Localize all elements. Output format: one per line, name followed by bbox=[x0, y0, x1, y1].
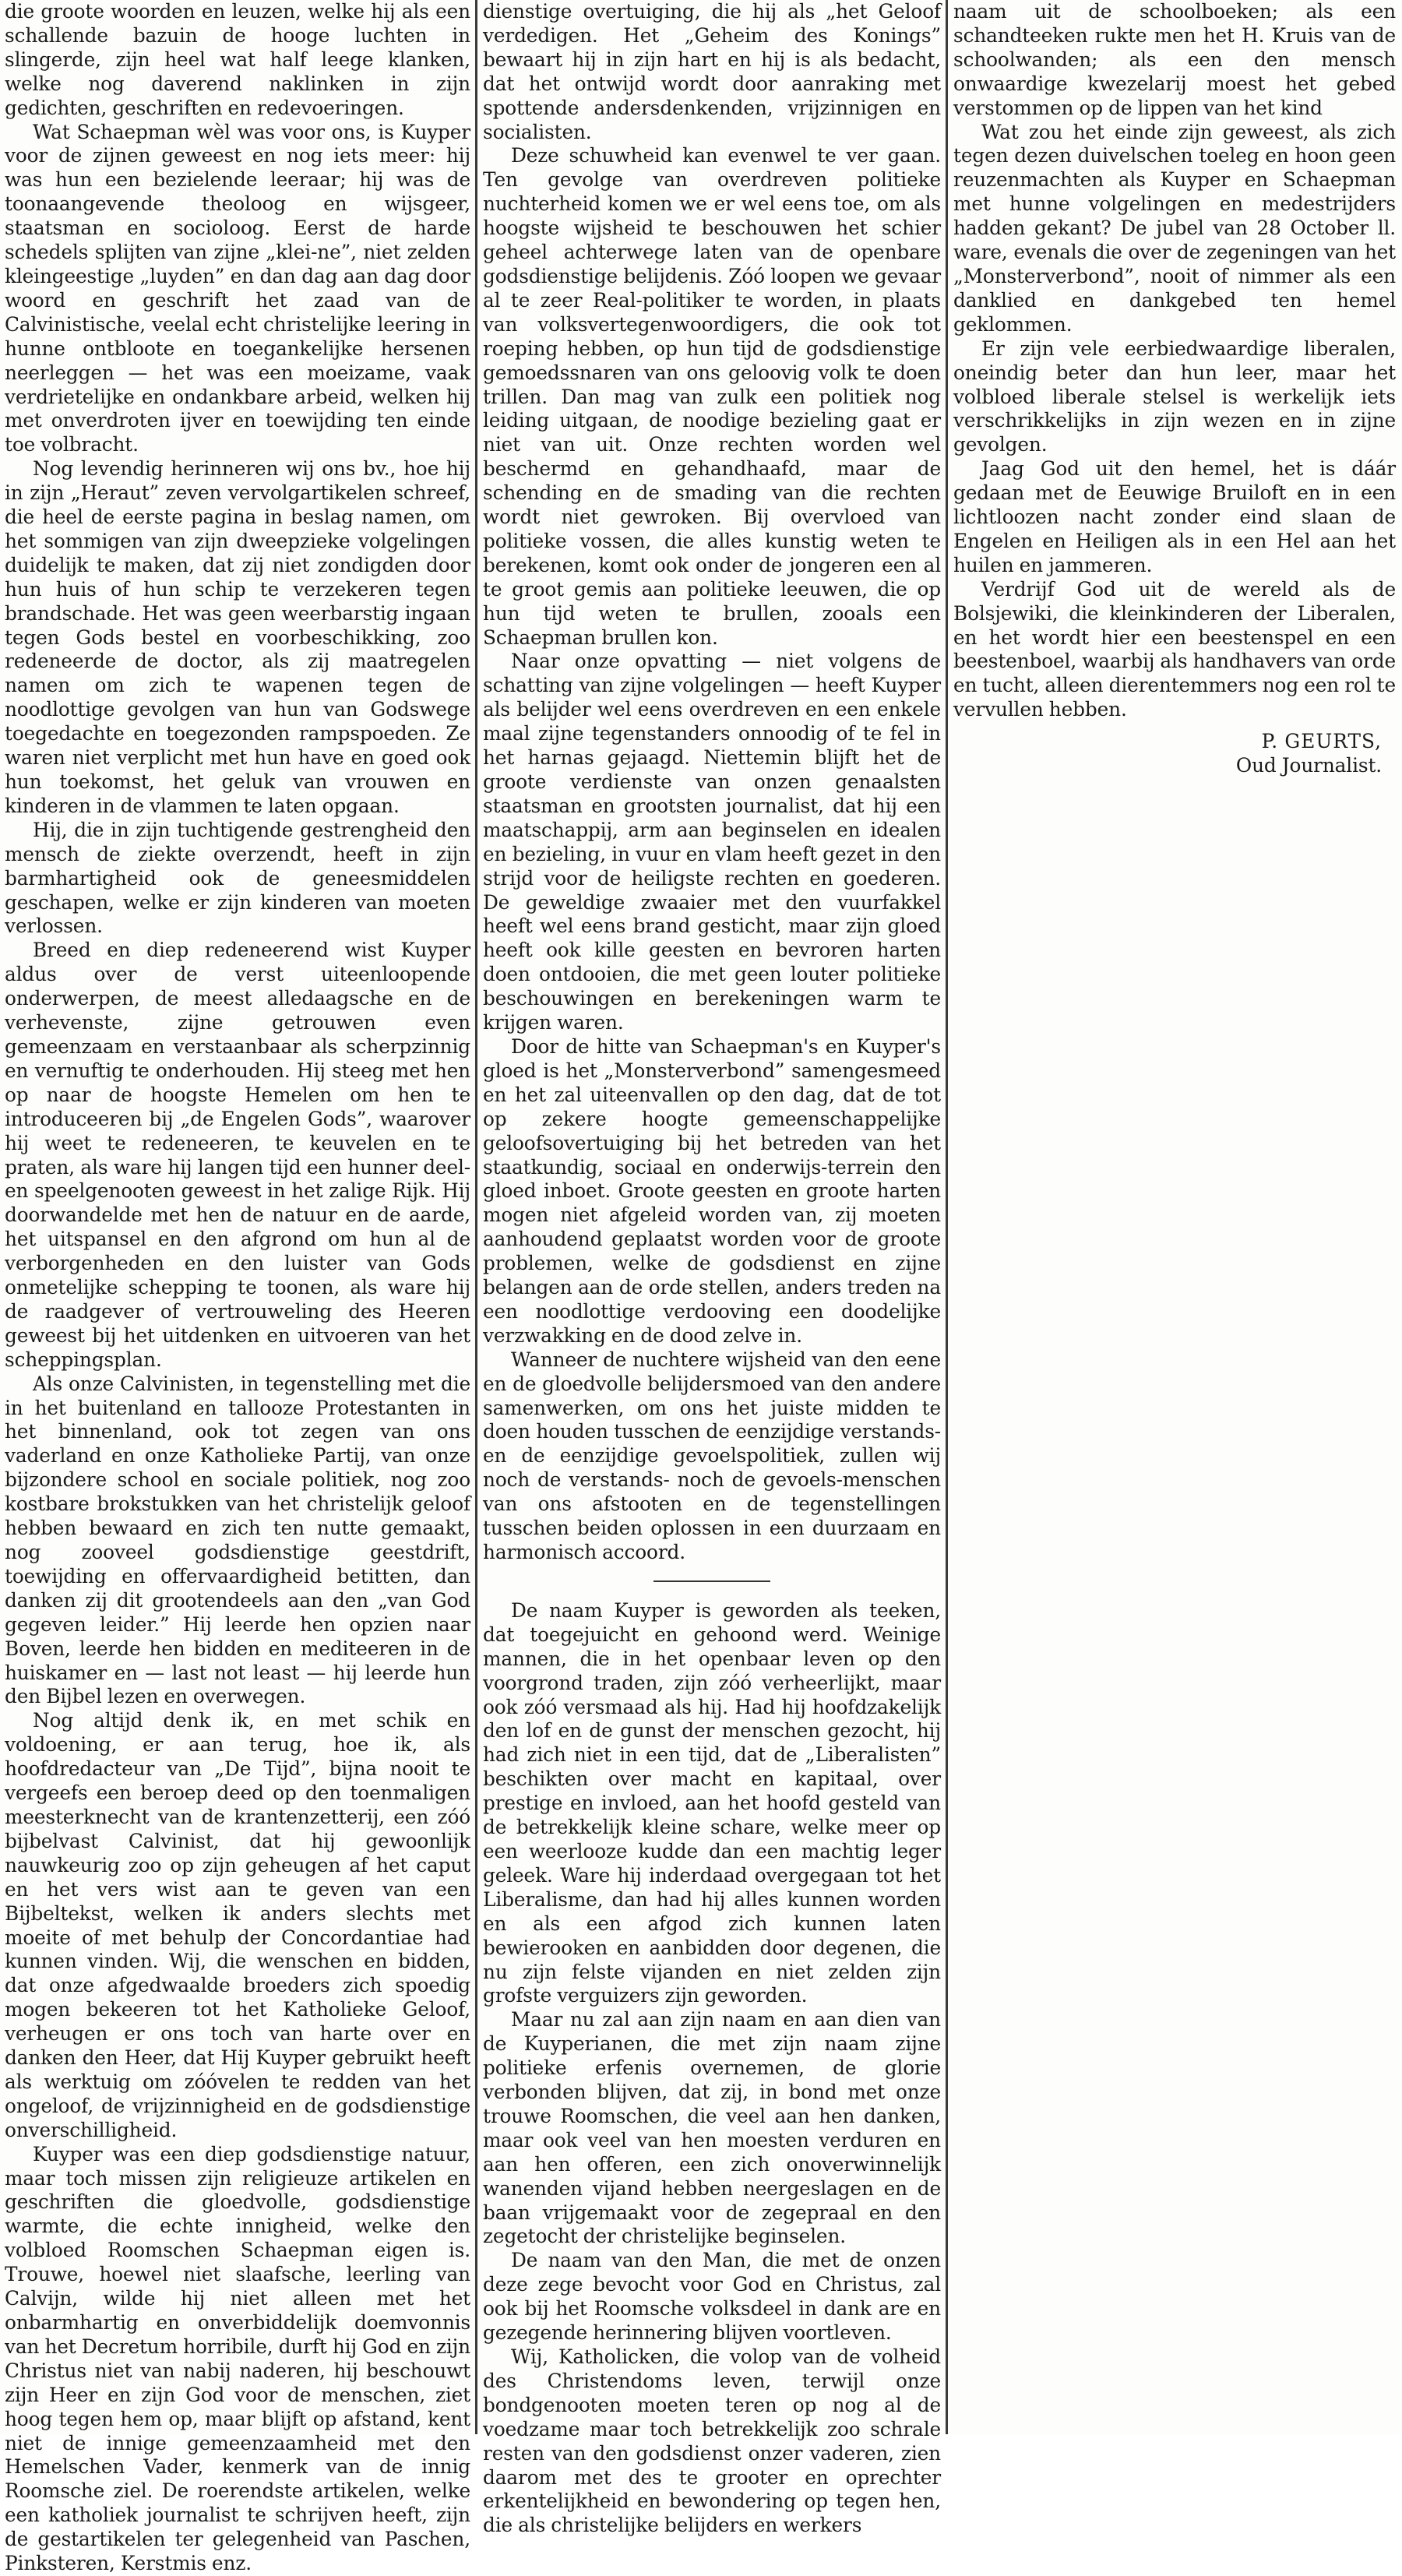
paragraph: Jaag God uit den hemel, het is dáár gedaan met de Eeuwige Bruiloft en in een lichtloozen nacht zonder eind slaan de Engelen en Heiligen als in een Hel aan het huilen en jammeren. bbox=[953, 457, 1396, 576]
paragraph: Door de hitte van Schaepman's en Kuyper's gloed is het „Monsterverbond” samengesmeed en het zal uiteenvallen op den dag, dat de tot op zekere hoogte gemeenschappelijke geloofsovertuiging bij het betreden van het staatkundig, sociaal en onderwijs-terrein den gloed inboet. Groote geesten en groote harten mogen niet afgeleid worden van, zij moeten aanhoudend geplaatst worden voor de groote problemen, welke de godsdienst en zijne belangen aan de orde stellen, anders treden na een noodlottige verdooving een doodelijke verzwakking en de dood zelve in. bbox=[483, 1034, 941, 1347]
paragraph: Breed en diep redeneerend wist Kuyper aldus over de verst uiteenloopende onderwerpen, de meest alledaagsche en de verhevenste, zijne getrouwen even gemeenzaam en verstaanbaar als scherpzinnig en vernuftig te onderhouden. Hij steeg met hen op naar de hoogste Hemelen om hen te introduceeren bij „de Engelen Gods”, waarover hij weet te redeneeren, te keuvelen en te praten, als ware hij langen tijd een hunner deel- en speelgenooten geweest in het zalige Rijk. Hij doorwandelde met hen de natuur en de aarde, het uitspansel en den afgrond om hun al de verborgenheden en den luister van Gods onmetelijke schepping te toonen, als ware hij de raadgever of vertrouweling des Heeren geweest bij het uitdenken en uitvoeren van het scheppingsplan. bbox=[5, 939, 470, 1371]
paragraph: Wat Schaepman wèl was voor ons, is Kuyper voor de zijnen geweest en nog iets meer: hij was hun een bezielende leeraar; hij was de toonaangevende theoloog en wijsgeer, staatsman en socioloog. Eerst de harde schedels splijten van zijne „klei-ne”, niet zelden kleingeestige „luyden” en dan dag aan dag door woord en geschrift het zaad van de Calvinistische, veelal echt christelijke leering in hunne ontbloote en toegankelijke hersenen neerleggen — het was een moeizame, vaak verdrietelijke en ondankbare arbeid, welken hij met onverdroten ijver en toewijding ten einde toe volbracht. bbox=[5, 120, 470, 456]
author-signature: P. GEURTS, bbox=[1261, 730, 1382, 753]
paragraph: dienstige overtuiging, die hij als „het Geloof verdedigen. Het „Geheim des Konings” bewaart hij in zijn hart en hij is als bedacht, dat het ontwijd wordt door aanraking met spottende andersdenkenden, vrijzinnigen en socialisten. bbox=[483, 0, 941, 143]
column-right bbox=[953, 0, 1396, 777]
paragraph: Verdrijf God uit de wereld als de Bolsjewiki, die kleinkinderen der Liberalen, en het wordt hier een beestenspel en een beestenboel, waarbij als handhavers van orde en tucht, alleen dierentemmers nog een rol te vervullen hebben. bbox=[953, 577, 1396, 721]
paragraph: Wat zou het einde zijn geweest, als zich tegen dezen duivelschen toeleg en hoon geen reuzenmachten als Kuyper en Schaepman met hunne volgelingen en medestrijders hadden gekant? De jubel van 28 October ll. ware, evenals die over de zegeningen van het „Monsterverbond”, nooit of nimmer als een danklied en dankgebed ten hemel geklommen. bbox=[953, 120, 1396, 336]
paragraph: Nog levendig herinneren wij ons bv., hoe hij in zijn „Heraut” zeven vervolgartikelen schreef, die heel de eerste pagina in beslag namen, om het sommigen van zijn dweepzieke volgelingen duidelijk te maken, dat zij niet zondigden door hun huis of hun schip te verzekeren tegen brandschade. Het was geen weerbarstig ingaan tegen Gods bestel en voorbeschikking, zoo redeneerde de doctor, als zij maatregelen namen om zich te wapenen tegen de noodlottige gevolgen van hun van Godswege toegedachte en toegezonden rampspoeden. Ze waren niet verplicht met hun have en goed ook hun toekomst, het geluk van vrouwen en kinderen in de vlammen te laten opgaan. bbox=[5, 457, 470, 817]
column-left bbox=[5, 0, 470, 2575]
paragraph: Als onze Calvinisten, in tegenstelling met die in het buitenland en tallooze Protestanten in het binnenland, ook tot zegen van ons vaderland en onze Katholieke Partij, van onze bijzondere school en sociale politiek, nog zoo kostbare brokstukken van het christelijk geloof hebben bewaard en zich ten nutte gemaakt, nog zooveel godsdienstige geestdrift, toewijding en offervaardigheid betitten, dan danken zij dit grootendeels aan den „van God gegeven leider.” Hij leerde hen opzien naar Boven, leerde hen bidden en mediteeren in de huiskamer en — last not least — hij leerde hun den Bijbel lezen en overwegen. bbox=[5, 1372, 470, 1708]
section-separator bbox=[653, 1580, 770, 1582]
column-middle bbox=[483, 0, 941, 2537]
paragraph: Maar nu zal aan zijn naam en aan dien van de Kuyperianen, die met zijn naam zijne politieke erfenis overnemen, de glorie verbonden blijven, dat zij, in bond met onze trouwe Roomschen, die veel aan hen danken, maar ook veel van hen moesten verduren en aan hen offeren, een zich onoverwinnelijk wanenden vijand hebben neergeslagen en de baan vrijgemaakt voor de zegepraal en den zegetocht der christelijke beginselen. bbox=[483, 2008, 941, 2248]
paragraph: die groote woorden en leuzen, welke hij als een schallende bazuin de hooge luchten in slingerde, zijn heel wat half leege klanken, welke nog daverend naklinken in zijn gedichten, geschriften en redevoeringen. bbox=[5, 0, 470, 119]
column-divider bbox=[475, 0, 477, 2434]
paragraph: Kuyper was een diep godsdienstige natuur, maar toch missen zijn religieuze artikelen en geschriften die gloedvolle, godsdienstige warmte, die echte innigheid, welke den volbloed Roomschen Schaepman eigen is. Trouwe, hoewel niet slaafsche, leerling van Calvijn, wilde hij niet alleen met het onbarmhartig en onverbiddelijk doemvonnis van het Decretum horribile, durft hij God en zijn Christus niet van nabij naderen, hij beschouwt zijn Heer en zijn God voor de menschen, ziet hoog tegen hem op, maar blijft op afstand, kent niet de innige gemeenzaamheid met den Hemelschen Vader, kenmerk van de innig Roomsche ziel. De roerendste artikelen, welke een katholiek journalist te schrijven heeft, zijn de gestartikelen ter gelegenheid van Paschen, Pinksteren, Kerstmis enz. bbox=[5, 2142, 470, 2575]
author-title: Oud Journalist. bbox=[1235, 754, 1382, 777]
paragraph: Deze schuwheid kan evenwel te ver gaan. Ten gevolge van overdreven politieke nuchterheid komen we er wel eens toe, om als hoogste wijsheid te beschouwen het schier geheel achterwege laten van de openbare godsdienstige belijdenis. Zóó loopen we gevaar al te zeer Real-politiker te worden, in plaats van volksvertegenwoordigers, die ook tot roeping hebben, op hun tijd de godsdienstige gemoedssnaren van ons geloovig volk te doen trillen. Dan mag van zulk een politiek nog leiding uitgaan, de noodige bezieling gaat er niet van uit. Onze rechten worden wel beschermd en gehandhaafd, maar de schending en de smading van die rechten wordt niet gewroken. Bij overvloed van politieke vossen, die alles kunstig weten te berekenen, komt ook onder de jongeren een al te groot gemis aan politieke leeuwen, die op hun tijd weten te brullen, zooals een Schaepman brullen kon. bbox=[483, 144, 941, 649]
column-divider bbox=[946, 0, 948, 2434]
paragraph: De naam Kuyper is geworden als teeken, dat toegejuicht en gehoond werd. Weinige mannen, die in het openbaar leven op den voorgrond traden, zijn zóó verheerlijkt, maar ook zóó versmaad als hij. Had hij hoofdzakelijk den lof en de gunst der menschen gezocht, hij had zich niet in een tijd, dat de „Liberalisten” beschikten over macht en kapitaal, over prestige en invloed, aan het hoofd gesteld van de betrekkelijk kleine schare, welke meer op een weerlooze kudde dan een machtig leger geleek. Ware hij inderdaad overgegaan tot het Liberalisme, dan had hij alles kunnen worden en als een afgod zich kunnen laten bewierooken en aanbidden door degenen, die nu zijn felste vijanden en niet zelden zijn grofste verguizers zijn geworden. bbox=[483, 1598, 941, 2007]
paragraph: Wij, Katholicken, die volop van de volheid des Christendoms leven, terwijl onze bondgenooten moeten teren op nog al de voedzame maar toch betrekkelijk zoo schrale resten van den godsdienst onzer vaderen, zien daarom met des te grooter en oprechter erkentelijkheid en bewondering op tegen hen, die als christelijke belijders en werkers bbox=[483, 2345, 941, 2537]
paragraph: De naam van den Man, die met de onzen deze zege bevocht voor God en Christus, zal ook bij het Roomsche volksdeel in dank are en gezegende herinnering blijven voortleven. bbox=[483, 2249, 941, 2345]
paragraph: Er zijn vele eerbiedwaardige liberalen, oneindig beter dan hun leer, maar het volbloed liberale stelsel is werkelijk iets verschrikkelijks in zijn wezen en in zijne gevolgen. bbox=[953, 337, 1396, 456]
paragraph: Hij, die in zijn tuchtigende gestrengheid den mensch de ziekte overzendt, heeft in zijn barmhartigheid ook de geneesmiddelen geschapen, welke er zijn kinderen van moeten verlossen. bbox=[5, 818, 470, 938]
paragraph: Wanneer de nuchtere wijsheid van den eene en de gloedvolle belijdersmoed van den andere samenwerken, om ons het juiste midden te doen houden tusschen de eenzijdige verstands- en de eenzijdige gevoelspolitiek, zullen wij noch de verstands- noch de gevoels-menschen van ons afstooten en de tegenstellingen tusschen beiden oplossen in een duurzaam en harmonisch accoord. bbox=[483, 1348, 941, 1563]
paragraph: naam uit de schoolboeken; als een schandteeken rukte men het H. Kruis van de schoolwanden; als een den mensch onwaardige kwezelarij moest het gebed verstommen op de lippen van het kind bbox=[953, 0, 1396, 119]
paragraph: Nog altijd denk ik, en met schik en voldoening, er aan terug, hoe ik, als hoofdredacteur van „De Tijd”, bijna nooit te vergeefs een beroep deed op den toenmaligen meesterknecht van de krantenzetterij, een zóó bijbelvast Calvinist, dat hij gewoonlijk nauwkeurig zoo op zijn geheugen af het caput en het vers wist aan te geven van een Bijbeltekst, welken ik anders slechts met moeite of met behulp der Concordantiae had kunnen vinden. Wij, die wenschen en bidden, dat onze afgedwaalde broeders zich spoedig mogen bekeeren tot het Katholieke Geloof, verheugen er ons toch van harte over en danken den Heer, dat Hij Kuyper gebruikt heeft als werktuig om zóóvelen te redden van het ongeloof, de vrijzinnigheid en de godsdienstige onverschilligheid. bbox=[5, 1709, 470, 2141]
paragraph: Naar onze opvatting — niet volgens de schatting van zijne volgelingen — heeft Kuyper als belijder wel eens overdreven en een enkele maal zijne tegenstanders onnoodig of te fel in het harnas gejaagd. Niettemin blijft het de groote verdienste van onzen genaalsten staatsman en grootsten journalist, dat hij een maatschappij, arm aan beginselen en idealen en bezieling, in vuur en vlam heeft gezet in den strijd voor de heiligste rechten en goederen. De geweldige zwaaier met den vuurfakkel heeft wel eens brand gesticht, maar zijn gloed heeft ook kille geesten en bevroren harten doen ontdooien, die met geen louter politieke beschouwingen en berekeningen warm te krijgen waren. bbox=[483, 650, 941, 1034]
